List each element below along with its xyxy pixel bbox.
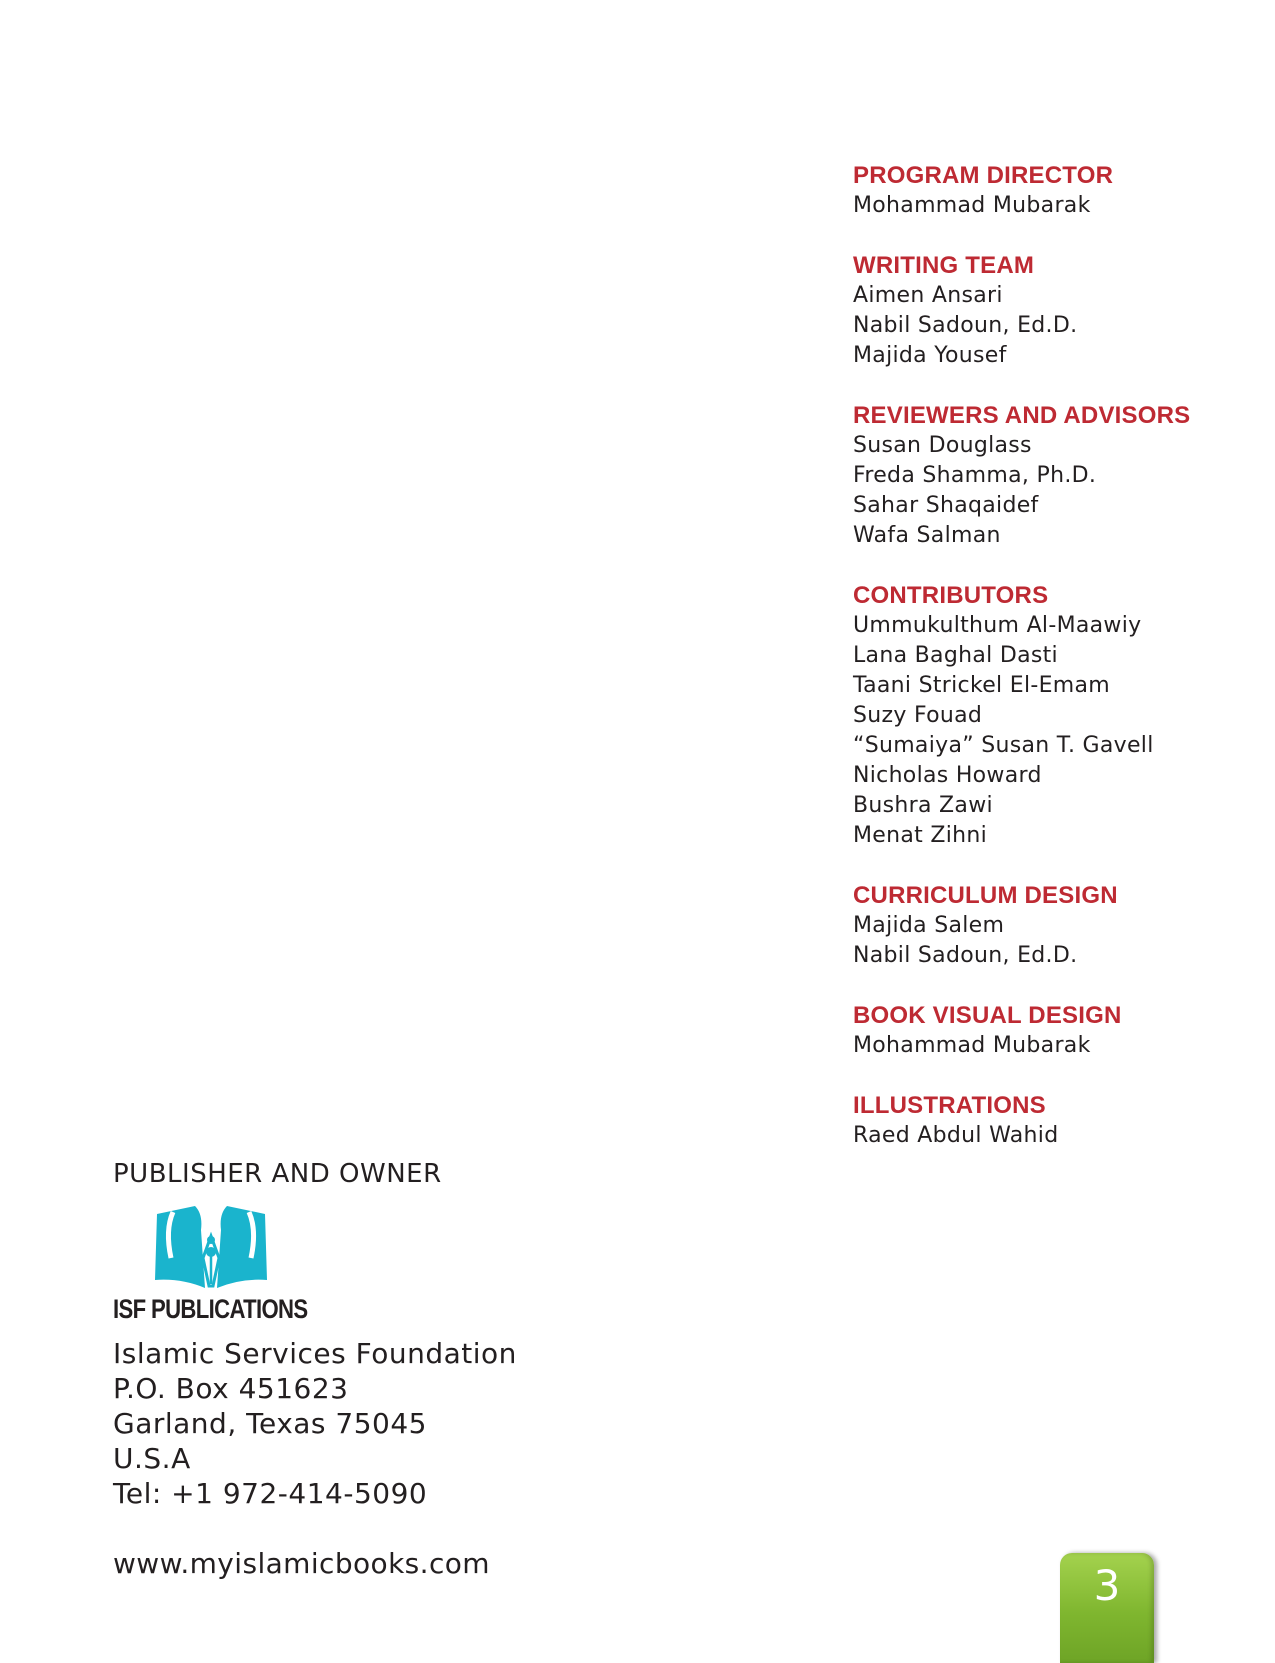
- name-list: [853, 1031, 1263, 1061]
- credit-section-contributors: [853, 581, 1263, 851]
- publisher-heading: PUBLISHER AND OWNER: [113, 1159, 442, 1189]
- name-list: [853, 611, 1263, 851]
- credit-name: Nabil Sadoun, Ed.D.: [853, 313, 1078, 338]
- page-number-tab: [1060, 1553, 1154, 1663]
- credit-name: Aimen Ansari: [853, 283, 1003, 308]
- name-list: [853, 911, 1263, 971]
- credit-name: Bushra Zawi: [853, 793, 993, 818]
- address-line: Garland, Texas 75045: [113, 1407, 427, 1440]
- credit-name: Menat Zihni: [853, 823, 988, 848]
- credit-name: Taani Strickel El-Emam: [853, 673, 1111, 698]
- website-link[interactable]: www.myislamicbooks.com: [113, 1547, 490, 1580]
- credit-name: Nicholas Howard: [853, 763, 1042, 788]
- name-list: [853, 431, 1263, 551]
- section-heading: CONTRIBUTORS: [853, 582, 1049, 609]
- credit-name: Ummukulthum Al-Maawiy: [853, 613, 1142, 638]
- open-book-pen-icon: [151, 1200, 271, 1294]
- credit-name: Majida Salem: [853, 913, 1005, 938]
- phone-line: Tel: +1 972-414-5090: [113, 1477, 428, 1510]
- section-heading: REVIEWERS AND ADVISORS: [853, 402, 1191, 429]
- credit-name: Sahar Shaqaidef: [853, 493, 1039, 518]
- section-heading: WRITING TEAM: [853, 252, 1035, 279]
- name-list: [853, 191, 1263, 221]
- address-line: U.S.A: [113, 1442, 191, 1475]
- credit-name: Nabil Sadoun, Ed.D.: [853, 943, 1078, 968]
- section-heading: CURRICULUM DESIGN: [853, 882, 1118, 909]
- credit-section-curriculum-design: [853, 881, 1263, 971]
- credit-name: Suzy Fouad: [853, 703, 983, 728]
- credit-section-illustrations: [853, 1091, 1263, 1151]
- credit-section-book-visual-design: [853, 1001, 1263, 1061]
- address-line: Islamic Services Foundation: [113, 1337, 517, 1370]
- credit-section-reviewers-advisors: [853, 401, 1263, 551]
- credit-section-program-director: [853, 161, 1263, 221]
- isf-publications-logo: [113, 1196, 333, 1336]
- credit-name: Raed Abdul Wahid: [853, 1123, 1059, 1148]
- credit-name: Susan Douglass: [853, 433, 1032, 458]
- credit-section-writing-team: [853, 251, 1263, 371]
- credit-name: “Sumaiya” Susan T. Gavell: [853, 733, 1154, 758]
- publisher-address: [113, 1336, 633, 1511]
- page-number: 3: [1093, 1561, 1121, 1610]
- credits-list: [853, 161, 1263, 1181]
- credit-name: Freda Shamma, Ph.D.: [853, 463, 1097, 488]
- address-line: P.O. Box 451623: [113, 1372, 349, 1405]
- credit-name: Majida Yousef: [853, 343, 1007, 368]
- credit-name: Lana Baghal Dasti: [853, 643, 1058, 668]
- section-heading: PROGRAM DIRECTOR: [853, 162, 1114, 189]
- credit-name: Mohammad Mubarak: [853, 193, 1091, 218]
- section-heading: ILLUSTRATIONS: [853, 1092, 1046, 1119]
- logo-text: ISF PUBLICATIONS: [113, 1294, 308, 1324]
- credit-name: Wafa Salman: [853, 523, 1001, 548]
- name-list: [853, 281, 1263, 371]
- publisher-block: [113, 1158, 633, 1581]
- name-list: [853, 1121, 1263, 1151]
- credit-name: Mohammad Mubarak: [853, 1033, 1091, 1058]
- section-heading: BOOK VISUAL DESIGN: [853, 1002, 1122, 1029]
